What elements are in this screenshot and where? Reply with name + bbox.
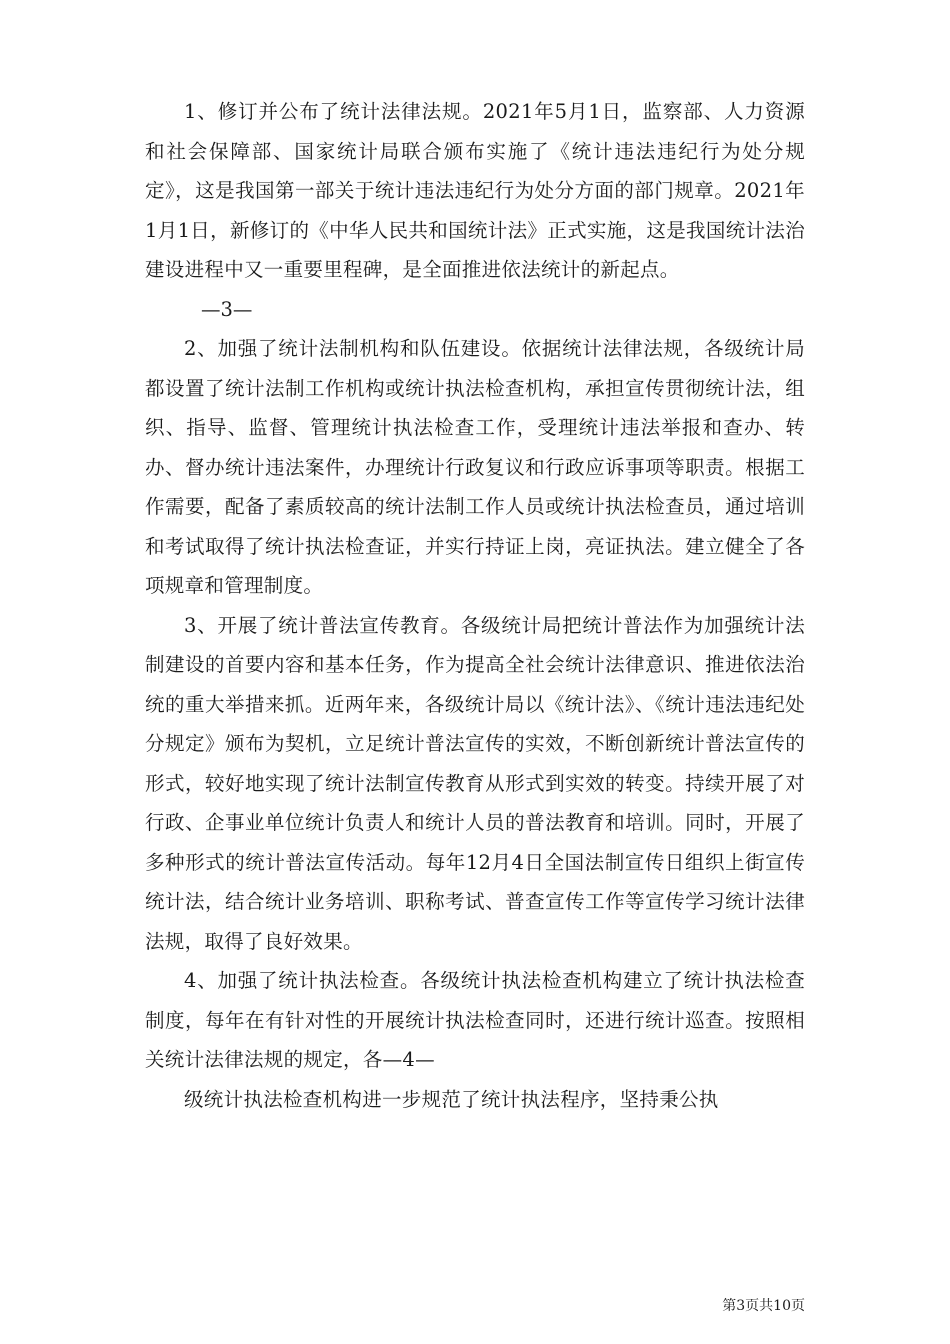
paragraph-2: 2、加强了统计法制机构和队伍建设。依据统计法律法规，各级统计局都设置了统计法制工作机构或统计执法检查机构，承担宣传贯彻统计法，组织、指导、监督、管理统计执法检查工作，受理统计违法举报和查办、转办、督办统计违法案件，办理统计行政复议和行政应诉事项等职责。根据工作需要，配备了素质较高的统计法制工作人员或统计执法检查员，通过培训和考试取得了统计执法检查证，并实行持证上岗，亮证执法。建立健全了各项规章和管理制度。 [145,337,805,597]
paragraph-4: 4、加强了统计执法检查。各级统计执法检查机构建立了统计执法检查制度，每年在有针对性的开展统计执法检查同时，还进行统计巡查。按照相关统计法律法规的规定，各—4— [145,969,805,1071]
document-body [145,92,805,1119]
paragraph-1: 1、修订并公布了统计法律法规。2021年5月1日，监察部、人力资源和社会保障部、国家统计局联合颁布实施了《统计违法违纪行为处分规定》，这是我国第一部关于统计违法违纪行为处分方面的部门规章。2021年1月1日，新修订的《中华人民共和国统计法》正式实施，这是我国统计法治建设进程中又一重要里程碑，是全面推进依法统计的新起点。 [145,100,805,281]
page-footer: 第3页共10页 [722,1298,805,1314]
paragraph-3: 3、开展了统计普法宣传教育。各级统计局把统计普法作为加强统计法制建设的首要内容和基本任务，作为提高全社会统计法律意识、推进依法治统的重大举措来抓。近两年来，各级统计局以《统计法》、《统计违法违纪处分规定》颁布为契机，立足统计普法宣传的实效，不断创新统计普法宣传的形式，较好地实现了统计法制宣传教育从形式到实效的转变。持续开展了对行政、企事业单位统计负责人和统计人员的普法教育和培训。同时，开展了多种形式的统计普法宣传活动。每年12月4日全国法制宣传日组织上街宣传统计法，结合统计业务培训、职称考试、普查宣传工作等宣传学习统计法律法规，取得了良好效果。 [145,613,805,953]
page-marker-3: —3— [201,297,253,321]
paragraph-5: 级统计执法检查机构进一步规范了统计执法程序，坚持秉公执 [184,1087,719,1111]
